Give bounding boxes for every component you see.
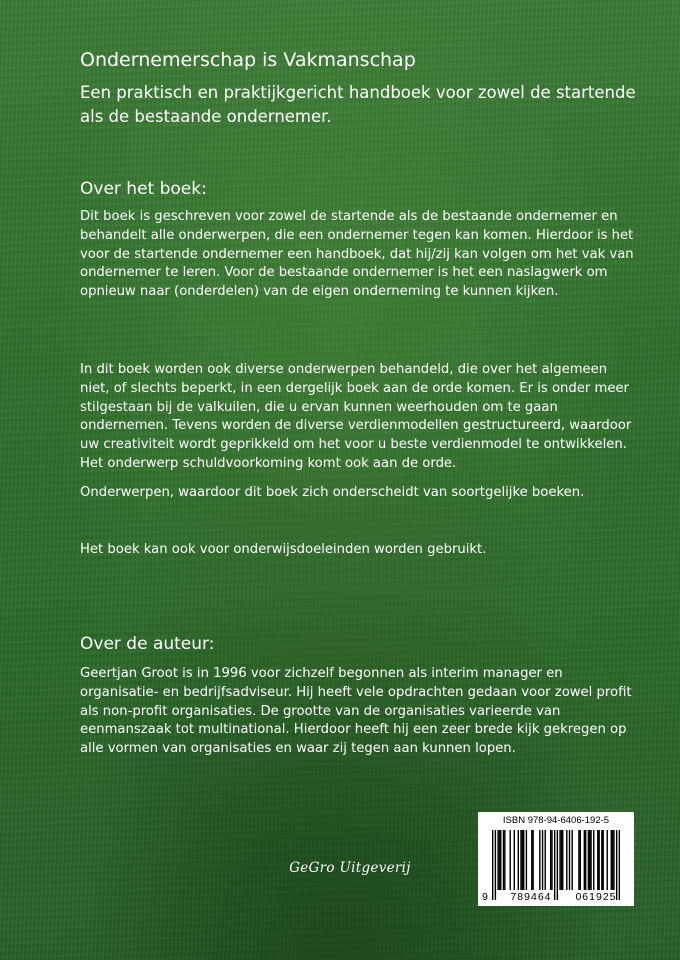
barcode-bar bbox=[593, 830, 594, 890]
barcode-bar bbox=[499, 830, 500, 890]
barcode-bar bbox=[607, 830, 608, 890]
barcode-bar bbox=[561, 830, 562, 890]
barcode-bar bbox=[554, 830, 555, 900]
barcode-bar bbox=[580, 830, 581, 890]
barcode-bar bbox=[518, 830, 519, 890]
about-book-paragraph-2: In dit boek worden ook diverse onderwerpen behandeld, die over het algemeen niet, of slechts beperkt, in een dergelijk boek aan de orde komen. Er is onder meer stilgestaan bij de valkuilen, die u ervan kunnen weerhouden om te gaan ondernemen. Tevens worden de diverse verdienmodellen gestructureerd, waardoor uw creativiteit wordt geprikkeld om het voor u beste verdienmodel te ontwikkelen. Het onderwerp schuldvoorkoming komt ook aan de orde. bbox=[80, 362, 632, 471]
barcode-bar bbox=[571, 830, 572, 890]
barcode-bar bbox=[616, 830, 617, 900]
barcode-bar bbox=[504, 830, 505, 890]
barcode-bar bbox=[590, 830, 591, 890]
barcode-bar bbox=[598, 830, 599, 890]
barcode-bar bbox=[585, 830, 586, 890]
barcode-bar bbox=[514, 830, 515, 890]
barcode-bar bbox=[612, 830, 613, 890]
isbn-barcode bbox=[478, 812, 634, 906]
about-book-paragraph-1: Dit boek is geschreven voor zowel de startende als de bestaande ondernemer en behandelt alle onderwerpen, die een ondernemer tegen kan komen. Hierdoor is het voor de startende ondernemer een handboek, dat hij/zij kan volgen om het vak van ondernemer te leren. Voor de bestaande ondernemer is het een naslagwerk om opnieuw naar (onderdelen) van de eigen onderneming te kunnen kijken. bbox=[80, 209, 634, 300]
barcode-bar bbox=[569, 830, 570, 890]
barcode-bar bbox=[522, 830, 523, 890]
barcode-bar bbox=[523, 830, 524, 890]
publisher-name: GeGro Uitgeverij bbox=[289, 860, 411, 876]
barcode-bar bbox=[492, 830, 493, 900]
barcode-bar bbox=[559, 830, 560, 890]
barcode-bar bbox=[557, 830, 558, 900]
barcode-bar bbox=[584, 830, 585, 890]
barcode-bar bbox=[597, 830, 598, 890]
barcode-bar bbox=[545, 830, 546, 890]
barcode-bar bbox=[531, 830, 532, 890]
barcode-bar bbox=[503, 830, 504, 890]
barcode-bar bbox=[611, 830, 612, 890]
about-author-heading: Over de auteur: bbox=[80, 634, 215, 654]
barcode-bar bbox=[589, 830, 590, 890]
barcode-bar bbox=[497, 830, 498, 890]
barcode-bar bbox=[602, 830, 603, 890]
isbn-label: ISBN 978-94-6406-192-5 bbox=[502, 815, 610, 826]
barcode-bar bbox=[542, 830, 543, 890]
barcode-bar bbox=[495, 830, 496, 900]
barcode-bar bbox=[532, 830, 533, 890]
barcode-bar bbox=[562, 830, 563, 890]
about-book-paragraph-3: Onderwerpen, waardoor dit boek zich onderscheidt van soortgelijke boeken. bbox=[80, 485, 585, 500]
barcode-bar bbox=[578, 830, 579, 890]
book-title: Ondernemerschap is Vakmanschap bbox=[80, 49, 416, 71]
barcode-bar bbox=[588, 830, 589, 890]
barcode-bar bbox=[613, 830, 614, 890]
about-author-paragraph: Geertjan Groot is in 1996 voor zichzelf begonnen als interim manager en organisatie- en bedrijfsadviseur. Hij heeft vele opdrachten gedaan voor zowel profit als non-profit organisaties. De grootte van de organisaties varieerde van eenmanszaak tot multinational. Hierdoor heeft hij een zeer brede kijk gekregen op alle vormen van organisaties en waar zij tegen aan kunnen lopen. bbox=[80, 666, 632, 757]
barcode-bar bbox=[520, 830, 521, 890]
barcode-left-digits: 789464 bbox=[510, 891, 552, 903]
barcode-bar bbox=[551, 830, 552, 890]
book-subtitle: Een praktisch en praktijkgericht handboek voor zowel de startende als de bestaande ondernemer. bbox=[80, 83, 636, 126]
barcode-bar bbox=[566, 830, 567, 890]
barcode-bar bbox=[550, 830, 551, 890]
barcode-bar bbox=[526, 830, 527, 890]
about-book-paragraph-4: Het boek kan ook voor onderwijsdoeleinden worden gebruikt. bbox=[80, 542, 487, 557]
barcode-bar bbox=[510, 830, 511, 890]
about-book-heading: Over het boek: bbox=[80, 179, 207, 199]
barcode-bar bbox=[601, 830, 602, 890]
barcode-first-digit: 9 bbox=[482, 891, 488, 903]
barcode-bar bbox=[619, 830, 620, 900]
barcode-bar bbox=[539, 830, 540, 890]
barcode-bar bbox=[500, 830, 501, 890]
barcode-right-digits: 061925 bbox=[575, 891, 617, 903]
